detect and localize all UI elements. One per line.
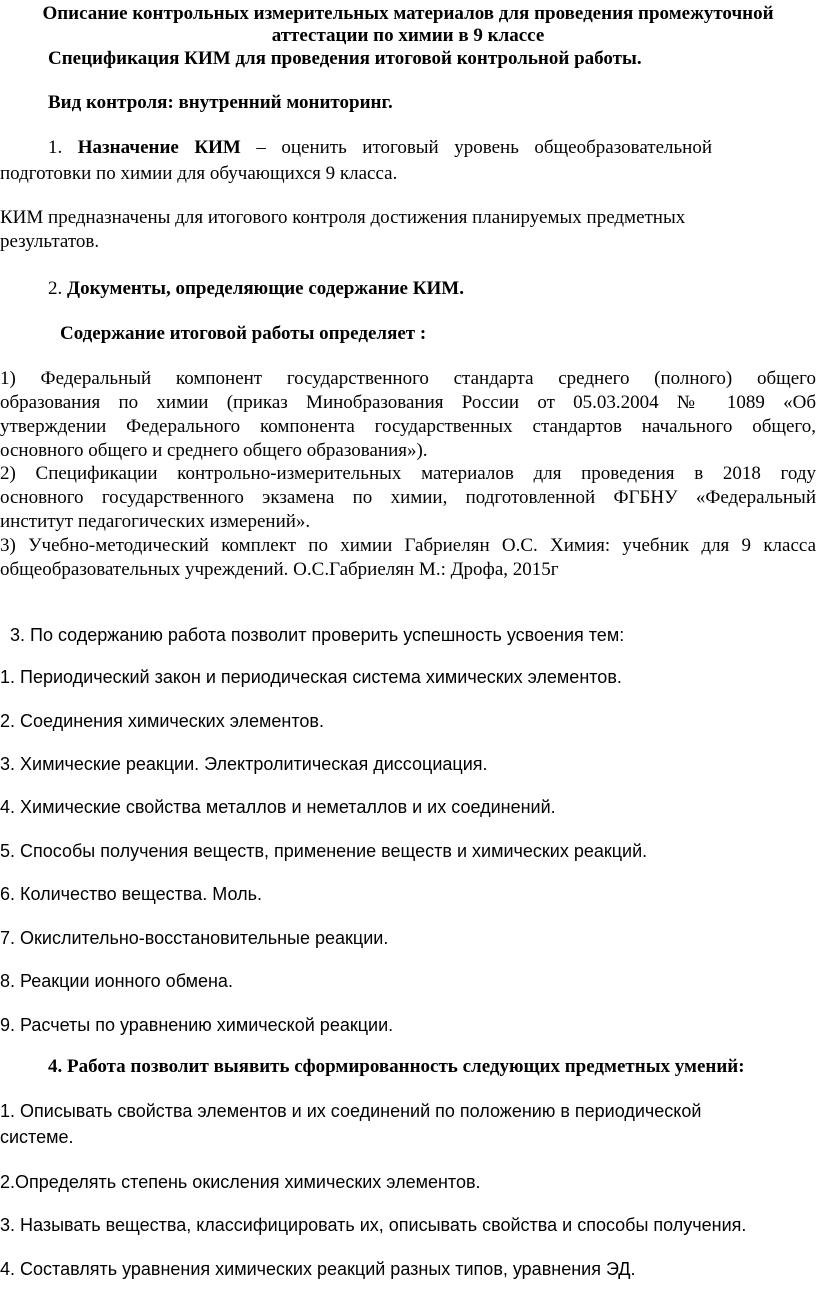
document-title-line2: аттестации по химии в 9 классе: [271, 25, 545, 46]
document-item-2-line1: 2) Спецификации контрольно-измерительных материалов для проведения в 2018 году: [0, 463, 816, 484]
topic-item-9: 9. Расчеты по уравнению химической реакции.: [0, 1015, 394, 1035]
skill-item-1-line2: системе.: [0, 1127, 74, 1147]
topic-item-3: 3. Химические реакции. Электролитическая диссоциация.: [0, 754, 488, 774]
section2-heading: [48, 277, 464, 301]
skill-item-3: 3. Называть вещества, классифицировать их, описывать свойства и способы получения.: [0, 1215, 747, 1235]
section2-number: 2.: [48, 278, 67, 299]
document-title-line1: Описание контрольных измерительных материалов для проведения промежуточной: [42, 3, 774, 24]
section1-label: Назначение КИМ: [77, 137, 241, 158]
topic-item-7: 7. Окислительно-восстановительные реакции.: [0, 928, 389, 948]
content-heading: Содержание итоговой работы определяет :: [60, 323, 427, 344]
topic-item-6: 6. Количество вещества. Моль.: [0, 884, 262, 904]
purpose-line1: КИМ предназначены для итогового контроля достижения планируемых предметных: [0, 207, 686, 228]
document-item-1-line3: утверждении Федерального компонента государственных стандартов начального общего,: [0, 416, 816, 437]
section3-intro: 3. По содержанию работа позволит проверить успешность усвоения тем:: [10, 625, 625, 645]
spec-heading: Спецификация КИМ для проведения итоговой контрольной работы.: [48, 48, 642, 69]
topic-item-1: 1. Периодический закон и периодическая система химических элементов.: [0, 667, 622, 687]
skill-item-2: 2.Определять степень окисления химических элементов.: [0, 1172, 481, 1192]
document-item-3-line1: 3) Учебно-методический комплект по химии Габриелян О.С. Химия: учебник для 9 класса: [0, 535, 816, 556]
topic-item-4: 4. Химические свойства металлов и неметаллов и их соединений.: [0, 797, 556, 817]
topic-item-5: 5. Способы получения веществ, применение веществ и химических реакций.: [0, 841, 648, 861]
section4-heading: 4. Работа позволит выявить сформированность следующих предметных умений:: [48, 1056, 745, 1077]
document-item-2-line2: основного государственного экзамена по химии, подготовленной ФГБНУ «Федеральный: [0, 487, 816, 508]
section1-number: 1.: [48, 137, 78, 158]
section2-heading-text: Документы, определяющие содержание КИМ.: [67, 278, 464, 299]
section1-text: – оценить итоговый уровень общеобразовательной: [240, 137, 712, 158]
document-item-1-line1: 1) Федеральный компонент государственного стандарта среднего (полного) общего: [0, 368, 816, 389]
section1-line1: [48, 136, 712, 160]
topic-item-2: 2. Соединения химических элементов.: [0, 711, 324, 731]
topic-item-8: 8. Реакции ионного обмена.: [0, 971, 233, 991]
skill-item-4: 4. Составлять уравнения химических реакций разных типов, уравнения ЭД.: [0, 1259, 636, 1279]
purpose-line2: результатов.: [0, 231, 100, 252]
document-item-1-line2: образования по химии (приказ Минобразования России от 05.03.2004 № 1089 «Об: [0, 392, 816, 413]
section1-line2: подготовки по химии для обучающихся 9 класса.: [0, 163, 398, 184]
document-item-3-line2: общеобразовательных учреждений. О.С.Габриелян М.: Дрофа, 2015г: [0, 559, 559, 580]
document-item-1-line4: основного общего и среднего общего образования»).: [0, 440, 428, 461]
document-item-2-line3: институт педагогических измерений».: [0, 511, 311, 532]
skill-item-1-line1: 1. Описывать свойства элементов и их соединений по положению в периодической: [0, 1101, 702, 1121]
control-type: Вид контроля: внутренний мониторинг.: [48, 92, 393, 113]
